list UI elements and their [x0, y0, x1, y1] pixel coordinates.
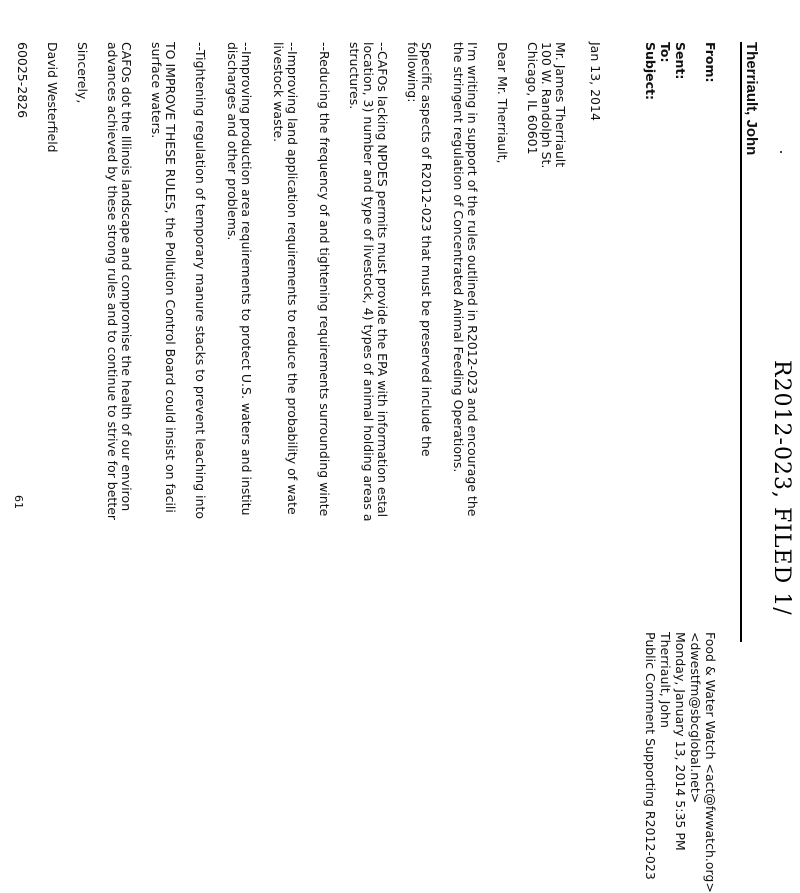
signer-name: David Westerfield [45, 42, 60, 153]
closing-line: CAFOs dot the Illinois landscape and compromise the health of our environ [119, 42, 134, 512]
header-row-subject [643, 42, 658, 880]
scan-speck [780, 151, 782, 153]
header-label: Sent: [673, 42, 688, 80]
point-line: --Improving land application requirements to reduce the probability of wate [285, 42, 300, 515]
header-row-sent [673, 42, 688, 851]
header-value: Monday, January 13, 2014 5:35 PM [673, 632, 688, 851]
aspects-line: Specific aspects of R2012-023 that must be preserved include the [419, 42, 434, 457]
header-value: Public Comment Supporting R2012-023 [643, 632, 658, 880]
page-number: 61 [12, 495, 25, 509]
header-row-email [688, 42, 703, 804]
header-row-from [703, 42, 718, 893]
header-label: Subject: [643, 42, 658, 100]
sender-name: Therriault, John [743, 42, 760, 156]
point-line: discharges and other problems. [225, 42, 240, 241]
closing-line: advances achieved by these strong rules and to continue to strive for better [105, 42, 120, 521]
point-line: --Reducing the frequency of and tightening requirements surrounding winte [317, 42, 332, 517]
closing-line: surface waters. [149, 42, 164, 139]
point-line: location, 3) number and type of livestock, 4) types of animal holding areas a [361, 42, 376, 522]
recipient-city: Chicago, IL 60601 [525, 42, 540, 155]
closing-line: TO IMPROVE THESE RULES, the Pollution Control Board could insist on facili [163, 42, 178, 513]
point-line: structures. [347, 42, 362, 110]
header-divider [740, 42, 742, 642]
header-value: Food & Water Watch <act@fwwatch.org> [703, 632, 718, 893]
filing-stamp: R2012-023, FILED 1/ [769, 360, 794, 616]
point-line: --Tightening regulation of temporary manure stacks to prevent leaching into [193, 42, 208, 520]
point-line: --CAFOs lacking NPDES permits must provide the EPA with information estal [375, 42, 390, 518]
header-label: To: [658, 42, 673, 63]
aspects-line: following: [405, 42, 420, 103]
point-line: livestock waste. [271, 42, 286, 143]
signer-zip: 60025-2826 [15, 42, 30, 119]
header-label: From: [703, 42, 718, 83]
header-value: Therriault, John [658, 632, 673, 728]
header-value: <dwestfm@sbcglobal.net> [688, 632, 703, 804]
header-row-to [658, 42, 673, 728]
intro-line: the stringent regulation of Concentrated Animal Feeding Operations. [451, 42, 466, 473]
signoff: Sincerely, [75, 42, 90, 104]
recipient-name: Mr. James Therriault [553, 42, 568, 168]
letter-date: Jan 13, 2014 [588, 42, 603, 121]
salutation: Dear Mr. Therriault, [495, 42, 510, 164]
point-line: --Improving production area requirements to protect U.S. waters and institu [239, 42, 254, 516]
recipient-street: 100 W. Randolph St. [539, 42, 554, 169]
intro-line: I'm writing in support of the rules outlined in R2012-023 and encourage the [465, 42, 480, 517]
